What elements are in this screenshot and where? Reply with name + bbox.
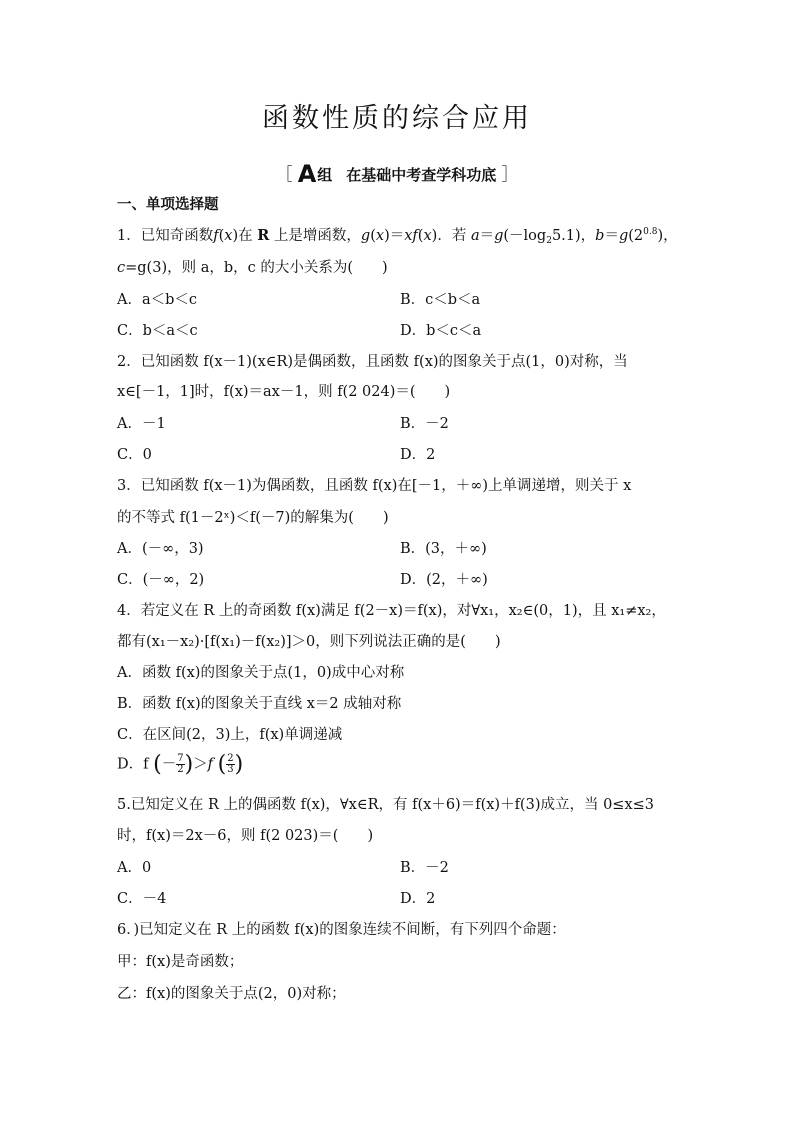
question-5-line-1: 5.已知定义在 R 上的偶函数 f(x)，∀x∈R，有 f(x＋6)＝f(x)＋f(3)成立，当 0≤x≤3 [117, 797, 655, 813]
q4-option-c[interactable]: C．在区间(2，3)上，f(x)单调递减 [117, 727, 343, 743]
q4-option-a[interactable]: A．函数 f(x)的图象关于点(1，0)成中心对称 [117, 665, 405, 681]
q4-option-d[interactable]: D．f (－ $\frac{7}{2}$ )＞f ( $\frac{2}{3}$ ) [117, 752, 244, 777]
question-1-line-2: c=g(3)，则 a，b，c 的大小关系为( ) [117, 260, 388, 276]
q2-option-d[interactable]: D．2 [400, 447, 436, 463]
question-5-line-2: 时，f(x)＝2x－6，则 f(2 023)＝( ) [117, 828, 374, 844]
group-subtitle: 在基础中考查学科功底 [346, 166, 497, 184]
q5-option-c[interactable]: C．－4 [117, 891, 167, 907]
q3-option-a[interactable]: A．(－∞，3) [117, 541, 204, 557]
q2-option-a[interactable]: A．－1 [117, 416, 166, 432]
question-6-line-1: 6．)已知定义在 R 上的函数 f(x)的图象连续不间断，有下列四个命题： [117, 922, 566, 938]
q5-option-a[interactable]: A．0 [117, 860, 152, 876]
q3-option-c[interactable]: C．(－∞，2) [117, 572, 205, 588]
question-2-line-2: x∈[－1，1]时，f(x)＝ax－1，则 f(2 024)＝( ) [117, 384, 451, 400]
q2-option-c[interactable]: C．0 [117, 447, 152, 463]
question-4-line-1: 4．若定义在 R 上的奇函数 f(x)满足 f(2－x)＝f(x)，对∀x₁，x₂∈(0，1)，且 x₁≠x₂， [117, 603, 666, 619]
q2-option-b[interactable]: B．－2 [400, 416, 449, 432]
q3-option-d[interactable]: D．(2，＋∞) [400, 572, 488, 588]
question-4-line-2: 都有(x₁－x₂)·[f(x₁)－f(x₂)]＞0，则下列说法正确的是( ) [117, 634, 501, 650]
q3-option-b[interactable]: B．(3，＋∞) [400, 541, 487, 557]
q5-option-d[interactable]: D．2 [400, 891, 436, 907]
question-3-line-2: 的不等式 f(1－2ˣ)＜f(－7)的解集为( ) [117, 510, 389, 526]
question-1-line-1: 1．已知奇函数f(x)在 R 上是增函数，g(x)＝xf(x)．若 $a=g(-\log_25.1)$，$b=g(2^{0.8})$， [117, 227, 678, 246]
page-title: 函数性质的综合应用 [262, 103, 532, 134]
group-heading [0, 158, 794, 186]
q1-option-c[interactable]: C．b＜a＜c [117, 323, 198, 339]
fraction-2: $\frac{2}{3}$ [227, 753, 234, 775]
q1-option-b[interactable]: B．c＜b＜a [400, 292, 481, 308]
question-3-line-1: 3．已知函数 f(x－1)为偶函数，且函数 f(x)在[－1，＋∞)上单调递增，则关于 x [117, 478, 632, 494]
section-heading: 一、单项选择题 [117, 197, 219, 213]
bracket-open: ［ [275, 165, 293, 185]
question-6-line-3: 乙：f(x)的图象关于点(2，0)对称； [117, 986, 346, 1002]
question-6-line-2: 甲：f(x)是奇函数； [117, 954, 244, 970]
q5-option-b[interactable]: B．－2 [400, 860, 449, 876]
group-badge: A [297, 160, 316, 188]
group-label: 组 [317, 166, 333, 184]
fraction-1: $\frac{7}{2}$ [177, 753, 184, 775]
bracket-close: ］ [501, 165, 519, 185]
q1-option-d[interactable]: D．b＜c＜a [400, 323, 482, 339]
q1-option-a[interactable]: A．a＜b＜c [117, 292, 198, 308]
question-2-line-1: 2．已知函数 f(x－1)(x∈R)是偶函数，且函数 f(x)的图象关于点(1，0)对称，当 [117, 354, 628, 370]
q4-option-b[interactable]: B．函数 f(x)的图象关于直线 x＝2 成轴对称 [117, 696, 402, 712]
